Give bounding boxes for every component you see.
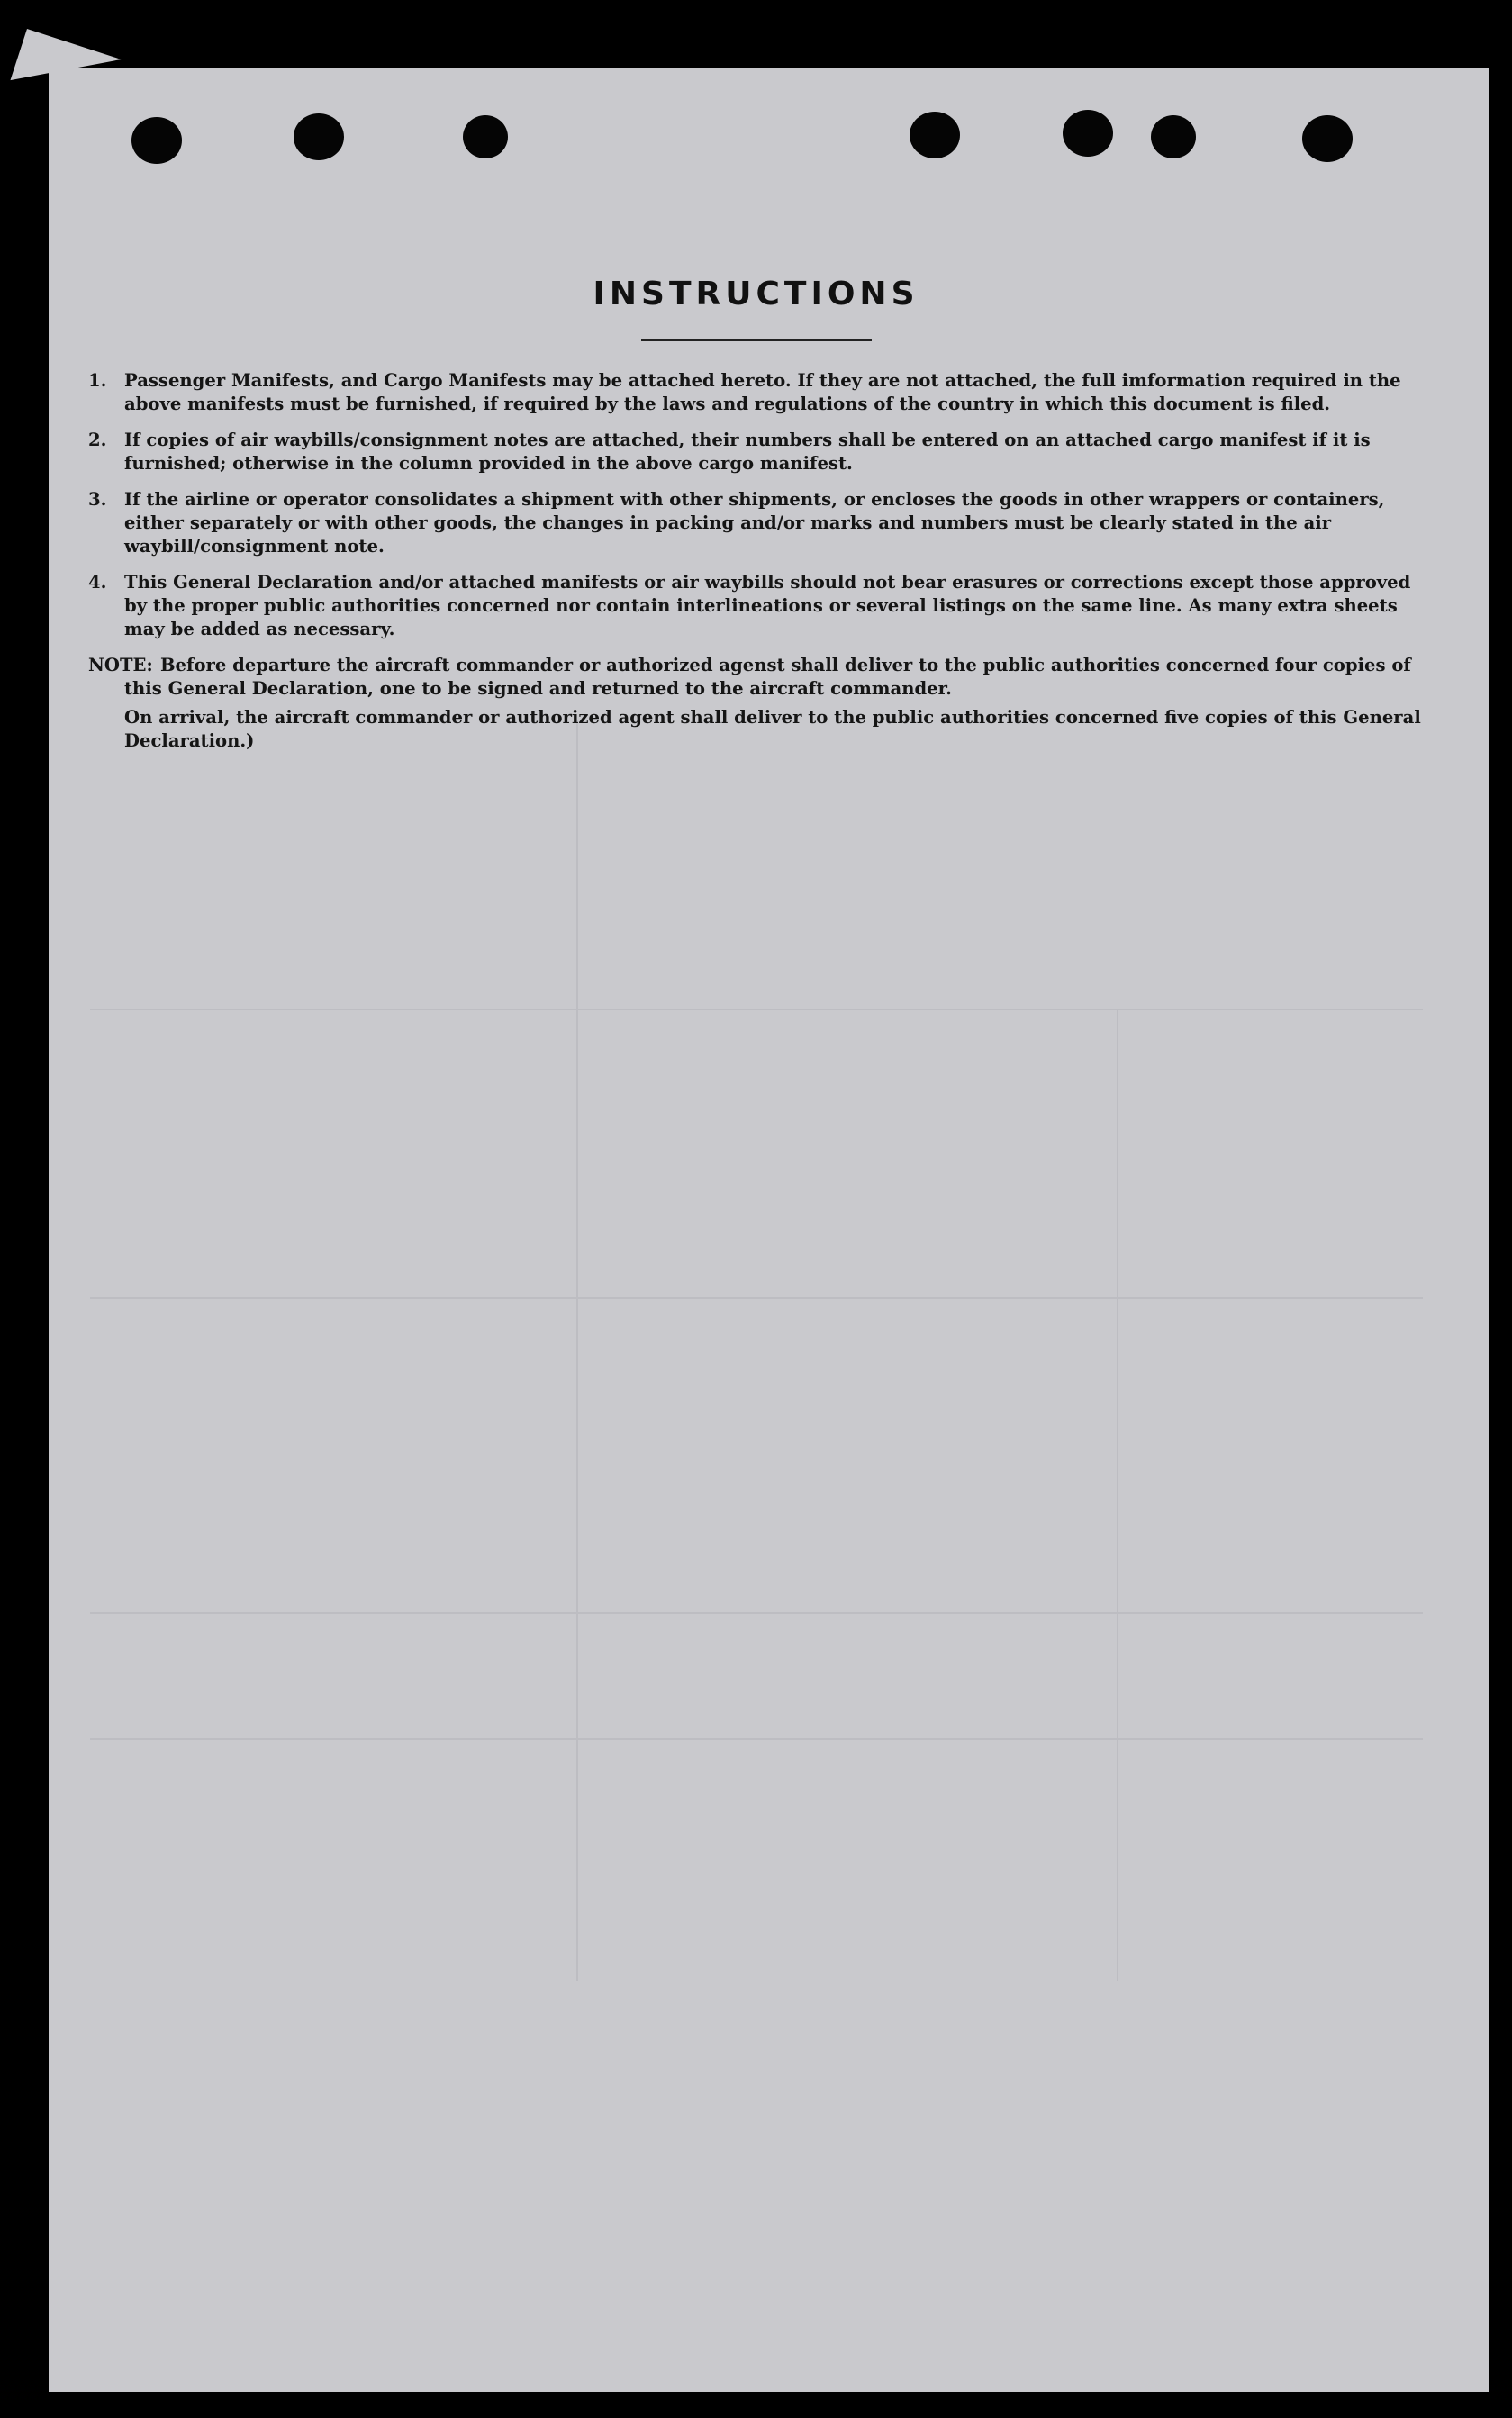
- bleed-through-line: [90, 1009, 1423, 1010]
- instruction-item: [88, 369, 1423, 416]
- instruction-text: If the airline or operator consolidates a shipment with other shipments, or encloses the goods in other wrappers or containers, either separately or with other goods, the changes in packing and/or marks and numbers must be clearly stated in the air waybill/consignment note.: [124, 489, 1385, 557]
- instruction-text: If copies of air waybills/consignment notes are attached, their numbers shall be entered on an attached cargo manifest if it is furnished; otherwise in the column provided in the above cargo manifest.: [124, 430, 1371, 474]
- bleed-through-line: [90, 1612, 1423, 1614]
- instruction-number: 3.: [88, 489, 107, 510]
- instruction-item: [88, 429, 1423, 475]
- title-underline: [641, 339, 872, 341]
- punch-hole: [910, 112, 960, 158]
- page-title: INSTRUCTIONS: [593, 276, 919, 312]
- bleed-through-line: [1117, 1009, 1118, 1981]
- note-arrival-text: On arrival, the aircraft commander or authorized agent shall deliver to the public authorities concerned five copies of this General Declaration.): [124, 707, 1421, 751]
- punch-hole: [1063, 110, 1113, 157]
- instruction-number: 4.: [88, 572, 107, 593]
- instruction-item: [88, 571, 1423, 641]
- instruction-text: Passenger Manifests, and Cargo Manifests may be attached hereto. If they are not attached, the full imformation required in the above manifests must be furnished, if required by the laws and regulations of the country in which this document is filed.: [124, 370, 1401, 414]
- instruction-number: 2.: [88, 430, 107, 450]
- instructions-list: [88, 369, 1423, 758]
- punch-hole: [131, 117, 182, 164]
- punch-hole: [463, 115, 508, 158]
- note-label: NOTE:: [88, 655, 153, 675]
- bleed-through-line: [90, 1297, 1423, 1299]
- instruction-text: This General Declaration and/or attached manifests or air waybills should not bear erasures or corrections except those approved by the proper public authorities concerned nor contain interlineations or several listings on the same line. As many extra sheets may be added as necessary.: [124, 572, 1411, 639]
- note-departure-text: Before departure the aircraft commander or authorized agenst shall deliver to the public authorities concerned four copies of this General Declaration, one to be signed and returned to the aircraft commander.: [124, 655, 1411, 699]
- punch-hole: [294, 113, 344, 160]
- instruction-number: 1.: [88, 370, 107, 391]
- folded-corner: [10, 29, 121, 111]
- instruction-item: [88, 488, 1423, 558]
- bleed-through-line: [90, 1738, 1423, 1740]
- bleed-through-line: [576, 720, 578, 1981]
- punch-hole: [1151, 115, 1196, 158]
- punch-hole: [1302, 115, 1353, 162]
- note-block: [88, 654, 1423, 753]
